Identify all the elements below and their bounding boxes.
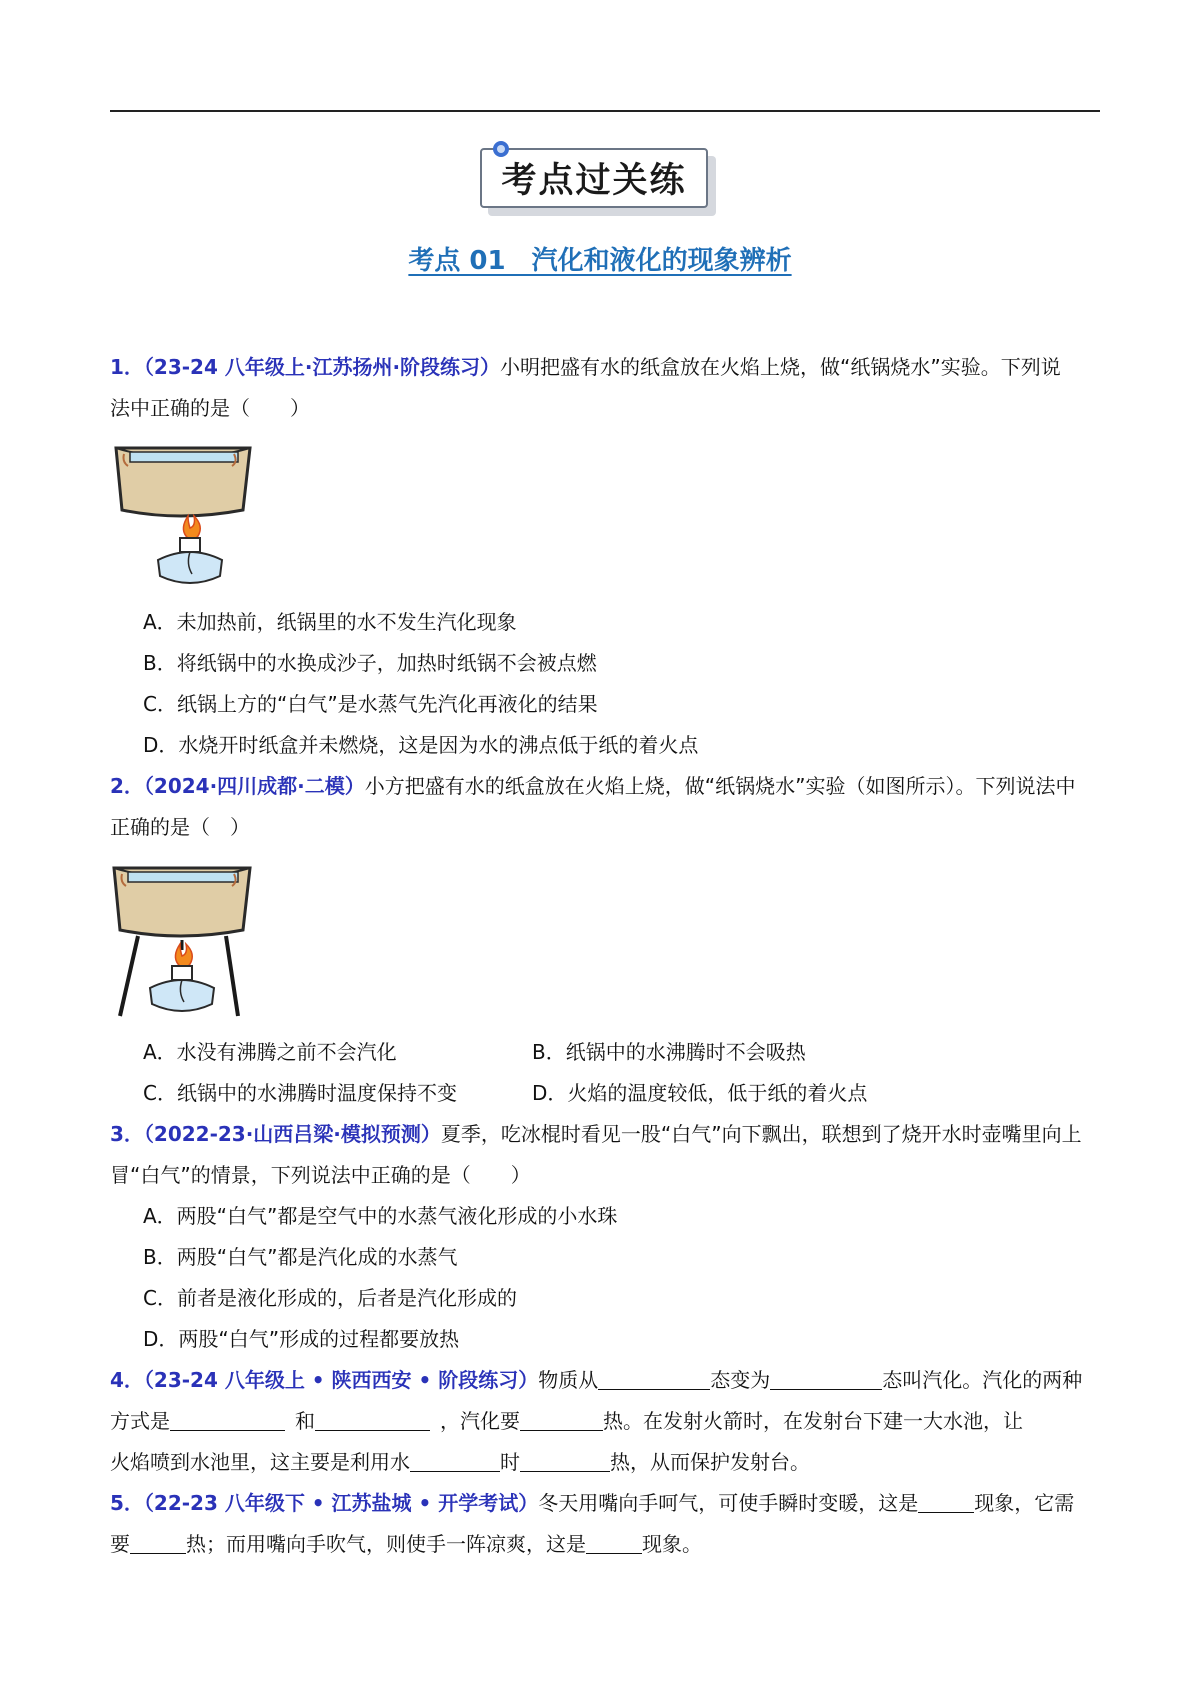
answer-blank[interactable] bbox=[770, 1369, 882, 1390]
question-3-option-c: C．前者是液化形成的，后者是汽化形成的 bbox=[143, 1286, 517, 1310]
paper-pot-figure-1 bbox=[110, 440, 255, 590]
question-1-line-1 bbox=[110, 355, 1100, 379]
question-1-option-b: B．将纸锅中的水换成沙子，加热时纸锅不会被点燃 bbox=[143, 651, 597, 675]
question-3-option-b: B．两股“白气”都是汽化成的水蒸气 bbox=[143, 1245, 458, 1269]
question-4-text: 热。在发射火箭时，在发射台下建一大水池，让 bbox=[603, 1409, 1023, 1433]
question-1-option-a: A．未加热前，纸锅里的水不发生汽化现象 bbox=[143, 610, 517, 634]
question-5-line-1 bbox=[110, 1491, 1100, 1515]
question-2-line-2: 正确的是（ ） bbox=[110, 815, 250, 839]
question-2-source: 2．（2024·四川成都·二模） bbox=[110, 774, 365, 798]
answer-blank[interactable] bbox=[170, 1410, 285, 1431]
question-5-text: 要 bbox=[110, 1532, 130, 1556]
paper-pot-figure-2 bbox=[108, 860, 258, 1020]
question-4-text: 态变为 bbox=[710, 1368, 771, 1392]
question-2-stem: 小方把盛有水的纸盒放在火焰上烧，做“纸锅烧水”实验（如图所示）。下列说法中 bbox=[364, 774, 1076, 798]
answer-blank[interactable] bbox=[520, 1451, 610, 1472]
question-4-text: 热，从而保护发射台。 bbox=[610, 1450, 810, 1474]
banner-title: 考点过关练 bbox=[501, 161, 687, 201]
question-4-source: 4．（23-24 八年级上 • 陕西西安 • 阶段练习） bbox=[110, 1368, 539, 1392]
question-3-line-2: 冒“白气”的情景，下列说法中正确的是（ ） bbox=[110, 1163, 531, 1187]
answer-blank[interactable] bbox=[130, 1533, 186, 1554]
question-4-text: 态叫汽化。汽化的两种 bbox=[882, 1368, 1083, 1392]
answer-blank[interactable] bbox=[918, 1492, 974, 1513]
question-5-text: 热；而用嘴向手吹气，则使手一阵凉爽，这是 bbox=[186, 1532, 586, 1556]
question-4-text: 时 bbox=[500, 1450, 520, 1474]
question-3-source: 3．（2022-23·山西吕梁·模拟预测） bbox=[110, 1122, 441, 1146]
question-2-option-b: B．纸锅中的水沸腾时不会吸热 bbox=[532, 1040, 806, 1064]
banner-box bbox=[480, 148, 708, 208]
question-4-text: 和 bbox=[295, 1409, 315, 1433]
question-1-line-2: 法中正确的是（ ） bbox=[110, 396, 310, 420]
question-5-source: 5．（22-23 八年级下 • 江苏盐城 • 开学考试） bbox=[110, 1491, 539, 1515]
question-2-option-a: A．水没有沸腾之前不会汽化 bbox=[143, 1040, 397, 1064]
question-3-option-a: A．两股“白气”都是空气中的水蒸气液化形成的小水珠 bbox=[143, 1204, 618, 1228]
question-5-text: 冬天用嘴向手呵气，可使手瞬时变暖，这是 bbox=[538, 1491, 919, 1515]
question-4-text: 火焰喷到水池里，这主要是利用水 bbox=[110, 1450, 410, 1474]
section-banner bbox=[480, 148, 725, 228]
question-1-option-d: D．水烧开时纸盒并未燃烧，这是因为水的沸点低于纸的着火点 bbox=[143, 733, 699, 757]
question-4-text: 方式是 bbox=[110, 1409, 170, 1433]
question-1-stem: 小明把盛有水的纸盒放在火焰上烧，做“纸锅烧水”实验。下列说 bbox=[500, 355, 1061, 379]
question-4-line-3 bbox=[110, 1450, 1100, 1474]
question-5-text: 现象，它需 bbox=[974, 1491, 1075, 1515]
section-title: 考点 01 汽化和液化的现象辨析 bbox=[408, 246, 792, 276]
question-3-stem: 夏季，吃冰棍时看见一股“白气”向下飘出，联想到了烧开水时壶嘴里向上 bbox=[440, 1122, 1082, 1146]
question-3-line-1 bbox=[110, 1122, 1100, 1146]
question-2-option-d: D．火焰的温度较低，低于纸的着火点 bbox=[532, 1081, 868, 1105]
question-2-option-c: C．纸锅中的水沸腾时温度保持不变 bbox=[143, 1081, 457, 1105]
question-1-source: 1．（23-24 八年级上·江苏扬州·阶段练习） bbox=[110, 355, 501, 379]
question-4-line-1 bbox=[110, 1368, 1100, 1392]
question-5-text: 现象。 bbox=[642, 1532, 702, 1556]
question-2-line-1 bbox=[110, 774, 1100, 798]
answer-blank[interactable] bbox=[598, 1369, 710, 1390]
question-4-text: 物质从 bbox=[538, 1368, 599, 1392]
answer-blank[interactable] bbox=[410, 1451, 500, 1472]
banner-badge-icon bbox=[492, 140, 510, 158]
header-rule bbox=[110, 110, 1100, 112]
question-1-option-c: C．纸锅上方的“白气”是水蒸气先汽化再液化的结果 bbox=[143, 692, 598, 716]
answer-blank[interactable] bbox=[586, 1533, 642, 1554]
question-4-text: ，汽化要 bbox=[440, 1409, 520, 1433]
question-3-option-d: D．两股“白气”形成的过程都要放热 bbox=[143, 1327, 460, 1351]
answer-blank[interactable] bbox=[520, 1410, 603, 1431]
question-5-line-2 bbox=[110, 1532, 1100, 1556]
answer-blank[interactable] bbox=[315, 1410, 430, 1431]
question-4-line-2 bbox=[110, 1409, 1100, 1433]
